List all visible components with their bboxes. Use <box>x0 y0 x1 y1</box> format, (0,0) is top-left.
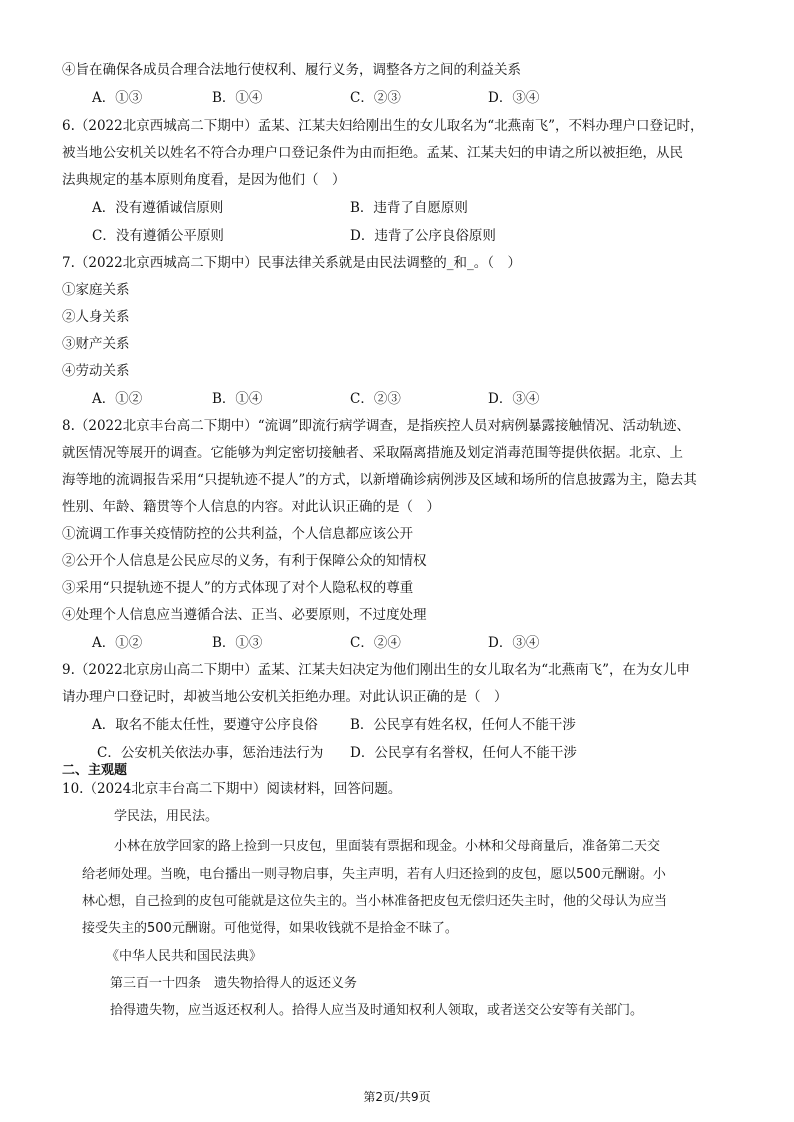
q10-material-line-2: 给老师处理。当晚，电台播出一则寻物启事，失主声明，若有人归还捡到的皮包，愿以500元酬谢。小 <box>82 867 666 882</box>
q8-item-2: ②公开个人信息是公民应尽的义务，有利于保障公众的知情权 <box>62 553 427 569</box>
section-heading-subjective: 二、主观题 <box>62 763 128 778</box>
q6-option-c: C．没有遵循公平原则 <box>92 228 224 244</box>
page-number-footer: 第2页/共9页 <box>363 1090 431 1104</box>
q8-stem-line-1: 8.（2022北京丰台高二下期中）“流调”即流行病学调查，是指疾控人员对病例暴露接触情况、活动轨迹、 <box>62 418 691 434</box>
q7-stem: 7.（2022北京西城高二下期中）民事法律关系就是由民法调整的_和_。（ ） <box>62 255 521 271</box>
q10-material-line-1: 小林在放学回家的路上捡到一只皮包，里面装有票据和现金。小林和父母商量后，准备第二天交 <box>114 839 661 854</box>
q7-item-4: ④劳动关系 <box>62 363 130 379</box>
q7-item-3: ③财产关系 <box>62 336 130 352</box>
q8-item-4: ④处理个人信息应当遵循合法、正当、必要原则，不过度处理 <box>62 607 427 623</box>
q8-option-a: A．①② <box>92 635 143 651</box>
q9-option-a: A．取名不能太任性，要遵守公序良俗 <box>92 717 318 733</box>
q5-option-d: D．③④ <box>488 90 540 106</box>
q8-option-c: C．②④ <box>350 635 401 651</box>
q10-law-article: 第三百一十四条 遗失物拾得人的返还义务 <box>110 976 358 991</box>
q5-option-c: C．②③ <box>350 90 401 106</box>
q10-material-title: 学民法，用民法。 <box>114 809 219 824</box>
q9-stem-line-1: 9.（2022北京房山高二下期中）孟某、江某夫妇决定为他们刚出生的女儿取名为“北燕南飞”，在为女儿申 <box>62 662 691 678</box>
q10-stem: 10.（2024北京丰台高二下期中）阅读材料，回答问题。 <box>62 781 402 797</box>
q8-option-b: B．①③ <box>212 635 263 651</box>
q6-stem-line-3: 法典规定的基本原则角度看，是因为他们（ ） <box>62 172 346 188</box>
q9-option-b: B．公民享有姓名权，任何人不能干涉 <box>350 717 576 733</box>
q5-option-a: A．①③ <box>92 90 143 106</box>
q6-option-a: A．没有遵循诚信原则 <box>92 200 224 216</box>
q7-item-2: ②人身关系 <box>62 309 130 325</box>
q7-option-c: C．②③ <box>350 391 401 407</box>
q7-option-d: D．③④ <box>488 391 540 407</box>
q9-option-d: D．公民享有名誉权，任何人不能干涉 <box>350 745 577 761</box>
q10-law-text: 拾得遗失物，应当返还权利人。拾得人应当及时通知权利人领取，或者送交公安等有关部门。 <box>110 1003 644 1018</box>
q7-option-b: B．①④ <box>212 391 263 407</box>
q8-option-d: D．③④ <box>488 635 540 651</box>
q9-option-c: C．公安机关依法办事，惩治违法行为 <box>97 745 324 761</box>
q7-item-1: ①家庭关系 <box>62 282 130 298</box>
q10-material-line-3: 林心想，自己捡到的皮包可能就是这位失主的。当小林准备把皮包无偿归还失主时，他的父母认为应当 <box>82 894 668 909</box>
q6-stem-line-1: 6.（2022北京西城高二下期中）孟某、江某夫妇给刚出生的女儿取名为“北燕南飞”，不料办理户口登记时， <box>62 118 704 134</box>
q9-stem-line-2: 请办理户口登记时，却被当地公安机关拒绝办理。对此认识正确的是（ ） <box>62 689 508 705</box>
q8-item-1: ①流调工作事关疫情防控的公共利益，个人信息都应该公开 <box>62 526 413 542</box>
q6-stem-line-2: 被当地公安机关以姓名不符合办理户口登记条件为由而拒绝。孟某、江某夫妇的申请之所以被拒绝，从民 <box>62 145 683 161</box>
q8-stem-line-4: 性别、年龄、籍贯等个人信息的内容。对此认识正确的是（ ） <box>62 499 440 515</box>
q7-option-a: A．①② <box>92 391 143 407</box>
q10-law-title: 《中华人民共和国民法典》 <box>106 949 263 964</box>
q6-option-b: B．违背了自愿原则 <box>350 200 468 216</box>
q10-material-line-4: 接受失主的500元酬谢。可他觉得，如果收钱就不是拾金不昧了。 <box>82 921 458 936</box>
q8-item-3: ③采用“只提轨迹不提人”的方式体现了对个人隐私权的尊重 <box>62 580 414 596</box>
q8-stem-line-2: 就医情况等展开的调查。它能够为判定密切接触者、采取隔离措施及划定消毒范围等提供依据。北京、上 <box>62 445 683 461</box>
q5-option-b: B．①④ <box>212 90 263 106</box>
q8-stem-line-3: 海等地的流调报告采用“只提轨迹不提人”的方式，以新增确诊病例涉及区域和场所的信息披露为主，隐去其 <box>62 472 697 488</box>
q5-item-4: ④旨在确保各成员合理合法地行使权利、履行义务，调整各方之间的利益关系 <box>62 62 521 78</box>
q6-option-d: D．违背了公序良俗原则 <box>350 228 496 244</box>
